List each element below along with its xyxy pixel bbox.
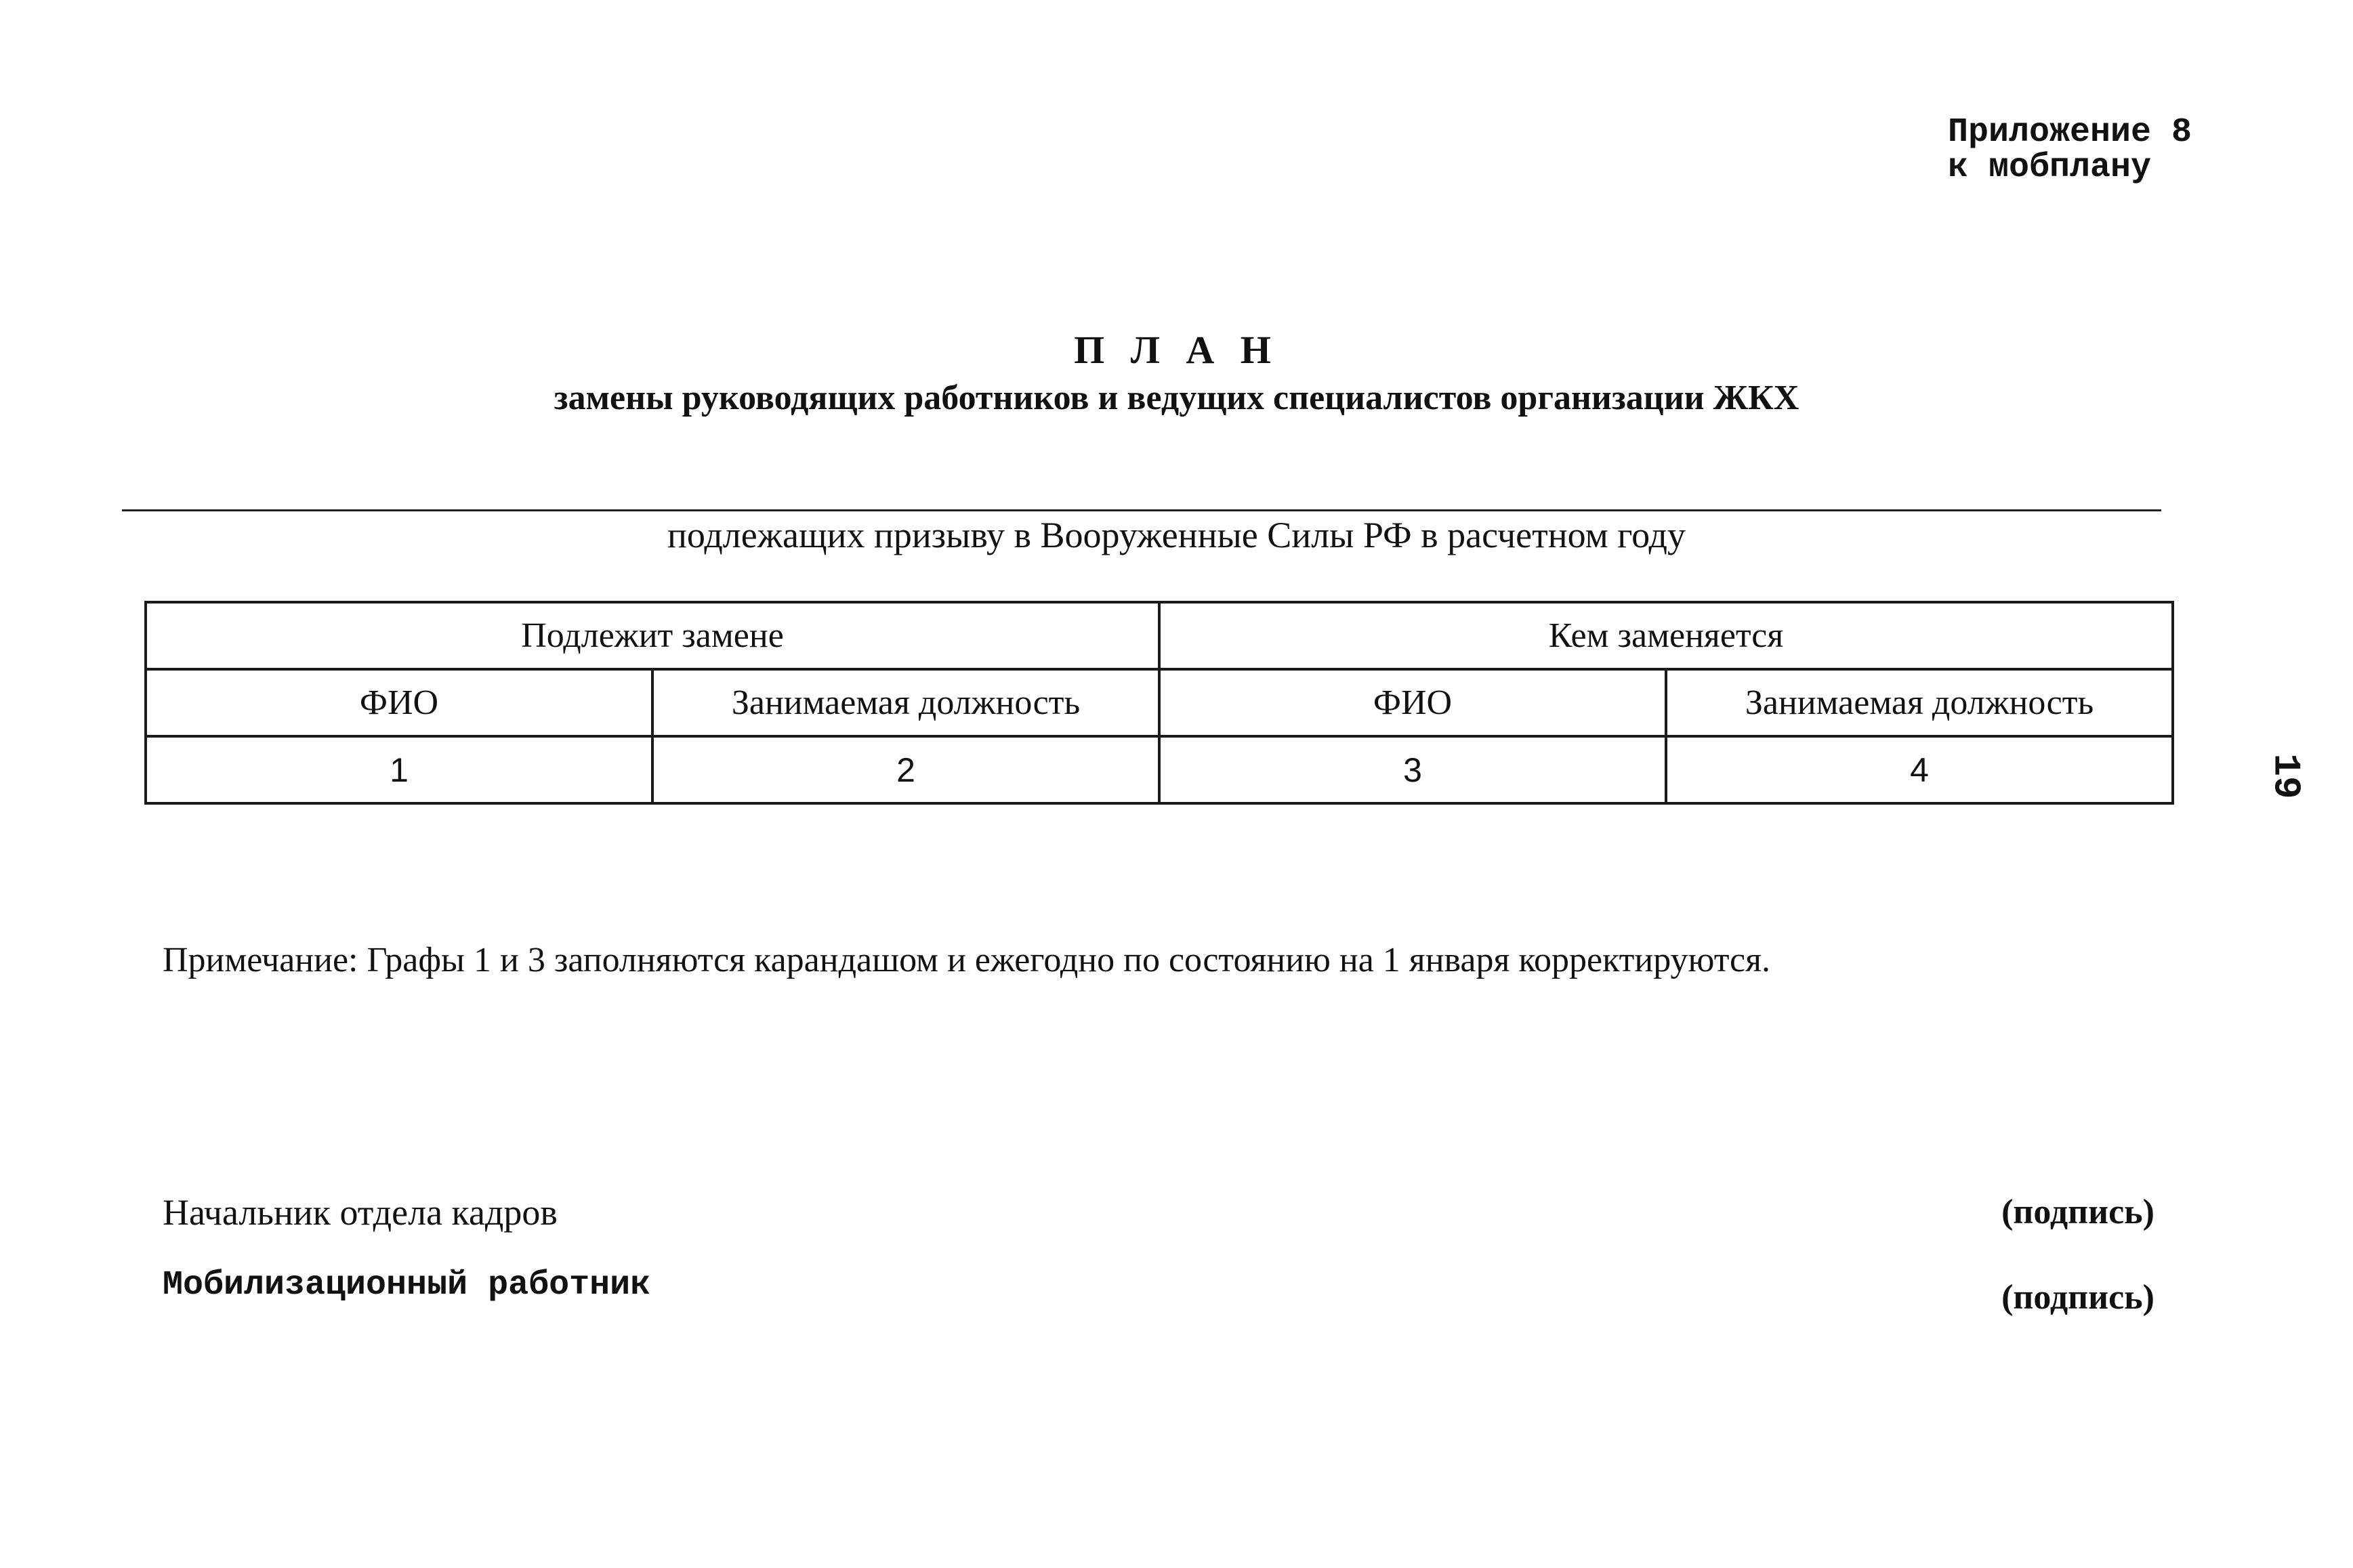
signature-role-hr-head: Начальник отдела кадров	[163, 1192, 558, 1233]
signature-slot-hr-head: (подпись)	[2001, 1193, 2154, 1231]
footnote: Примечание: Графы 1 и 3 заполняются карандашом и ежегодно по состоянию на 1 января корректируются.	[163, 941, 1771, 979]
column-number-1: 1	[146, 736, 652, 803]
table-column-header-row	[146, 669, 2173, 736]
column-number-3: 3	[1159, 736, 1666, 803]
group-header-to-be-replaced: Подлежит замене	[146, 602, 1159, 669]
column-header-position-1: Занимаемая должность	[652, 669, 1159, 736]
signature-role-mobilization-officer: Мобилизационный работник	[163, 1266, 651, 1305]
fill-in-line	[122, 509, 2161, 511]
replacement-plan-table	[144, 601, 2174, 805]
document-subtitle: замены руководящих работников и ведущих специалистов организации ЖКХ	[554, 379, 1799, 417]
table-column-number-row	[146, 736, 2173, 803]
column-number-2: 2	[652, 736, 1159, 803]
appendix-line-1: Приложение 8	[1948, 113, 2192, 152]
document-title: П Л А Н	[1074, 328, 1279, 372]
column-header-name-2: ФИО	[1159, 669, 1666, 736]
group-header-replaced-by: Кем заменяется	[1159, 602, 2173, 669]
page-number: 19	[2264, 753, 2308, 799]
column-number-4: 4	[1666, 736, 2173, 803]
column-header-name-1: ФИО	[146, 669, 652, 736]
column-header-position-2: Занимаемая должность	[1666, 669, 2173, 736]
table-group-header-row	[146, 602, 2173, 669]
document-caption: подлежащих призыву в Вооруженные Силы РФ в расчетном году	[667, 515, 1686, 555]
appendix-line-2: к мобплану	[1948, 148, 2152, 187]
appendix-reference	[1948, 115, 2192, 186]
signature-slot-mobilization-officer: (подпись)	[2001, 1278, 2154, 1317]
